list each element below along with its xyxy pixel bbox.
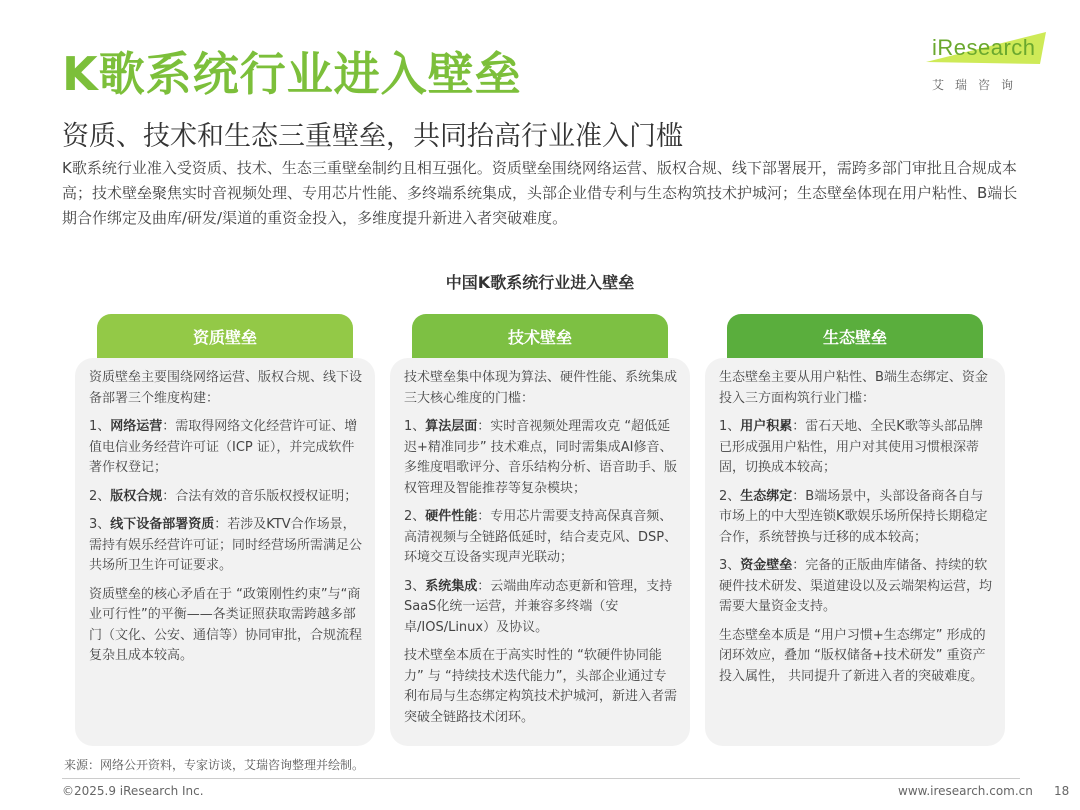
- column-summary: 资质壁垒的核心矛盾在于 “政策刚性约束”与“商业可行性”的平衡——各类证照获取需跨越多部门（文化、公安、通信等）协同审批，合规流程复杂且成本较高。: [89, 586, 363, 663]
- column-header: 技术壁垒: [412, 314, 668, 360]
- item-keyword: 网络运营: [110, 419, 163, 434]
- column-item: 1、网络运营：需取得网络文化经营许可证、增值电信业务经营许可证（ICP 证），并完成软件著作权登记；: [89, 419, 358, 475]
- barrier-column-qualification: [75, 314, 375, 746]
- barrier-column-ecosystem: [705, 314, 1005, 746]
- column-summary: 生态壁垒本质是 “用户习惯+生态绑定” 形成的闭环效应，叠加 “版权储备+技术研发” 重资产投入属性， 共同提升了新进入者的突破难度。: [719, 627, 986, 684]
- column-item: 2、生态绑定：B端场景中，头部设备商各自与市场上的中大型连锁K歌娱乐场所保持长期稳定合作，系统替换与迁移的成本较高；: [719, 488, 988, 545]
- column-body: [705, 358, 1005, 746]
- page-subtitle: 资质、技术和生态三重壁垒，共同抬高行业准入门槛: [62, 121, 683, 152]
- item-keyword: 硬件性能: [425, 509, 478, 524]
- page-title: K歌系统行业进入壁垒: [62, 47, 522, 101]
- column-item: 1、算法层面：实时音视频处理需攻克 “超低延迟+精准同步” 技术难点，同时需集成AI修音、多维度唱歌评分、音乐结构分析、语音助手、版权管理及智能推荐等复杂模块；: [404, 419, 678, 496]
- column-item: 3、资金壁垒：完备的正版曲库储备、持续的软硬件技术研发、渠道建设以及云端架构运营，均需要大量资金支持。: [719, 558, 993, 614]
- column-intro: 资质壁垒主要围绕网络运营、版权合规、线下设备部署三个维度构建：: [89, 370, 363, 406]
- source-note: 来源：网络公开资料，专家访谈，艾瑞咨询整理并绘制。: [64, 758, 365, 772]
- column-item: 3、线下设备部署资质：若涉及KTV合作场景，需持有娱乐经营许可证；同时经营场所需满足公共场所卫生许可证要求。: [89, 517, 363, 573]
- logo-subtitle: 艾瑞咨询: [932, 78, 1025, 92]
- column-intro: 生态壁垒主要从用户粘性、B端生态绑定、资金投入三方面构筑行业门槛：: [719, 370, 988, 406]
- column-body: [390, 358, 690, 746]
- chart-title: 中国K歌系统行业进入壁垒: [445, 273, 635, 292]
- item-keyword: 算法层面: [425, 419, 478, 434]
- footer-divider: [62, 778, 1020, 779]
- column-item: 1、用户积累：雷石天地、全民K歌等头部品牌已形成强用户粘性，用户对其使用习惯根深蒂固，切换成本较高；: [719, 419, 983, 475]
- column-header: 生态壁垒: [727, 314, 983, 360]
- item-keyword: 线下设备部署资质: [110, 517, 215, 532]
- column-header: 资质壁垒: [97, 314, 353, 360]
- logo-wordmark: iResearch: [932, 35, 1036, 60]
- column-item: 2、版权合规：合法有效的音乐版权授权证明；: [89, 488, 358, 504]
- item-keyword: 生态绑定: [740, 488, 793, 504]
- copyright-text: ©2025.9 iResearch Inc.: [62, 784, 204, 798]
- item-keyword: 版权合规: [110, 488, 163, 504]
- column-item: 3、系统集成：云端曲库动态更新和管理，支持SaaS化统一运营，并兼容多终端（安卓/IOS/Linux）及协议。: [404, 578, 673, 635]
- item-keyword: 系统集成: [425, 578, 478, 594]
- item-keyword: 资金壁垒: [740, 558, 793, 573]
- column-item: 2、硬件性能：专用芯片需要支持高保真音频、高清视频与全链路低延时，结合麦克风、DSP、环境交互设备实现声光联动；: [404, 509, 678, 565]
- page-number: 18: [1054, 784, 1070, 798]
- column-summary: 技术壁垒本质在于高实时性的 “软硬件协同能力” 与 “持续技术迭代能力”，头部企业通过专利布局与生态绑定构筑技术护城河，新进入者需突破全链路技术闭环。: [404, 648, 678, 725]
- intro-paragraph: K歌系统行业准入受资质、技术、生态三重壁垒制约且相互强化。资质壁垒围绕网络运营、版权合规、线下部署展开，需跨多部门审批且合规成本高；技术壁垒聚焦实时音视频处理、专用芯片性能、多终端系统集成，头部企业借专利与生态构筑技术护城河；生态壁垒体现在用户粘性、B端长期合作绑定及曲库/研发/渠道的重资金投入，多维度提升新进入者突破难度。: [62, 159, 1018, 227]
- column-body: [75, 358, 375, 746]
- item-keyword: 用户积累: [740, 419, 793, 434]
- iresearch-logo: [922, 30, 1050, 92]
- column-intro: 技术壁垒集中体现为算法、硬件性能、系统集成三大核心维度的门槛：: [404, 370, 678, 406]
- barrier-column-technology: [390, 314, 690, 746]
- website-link[interactable]: www.iresearch.com.cn: [898, 784, 1033, 798]
